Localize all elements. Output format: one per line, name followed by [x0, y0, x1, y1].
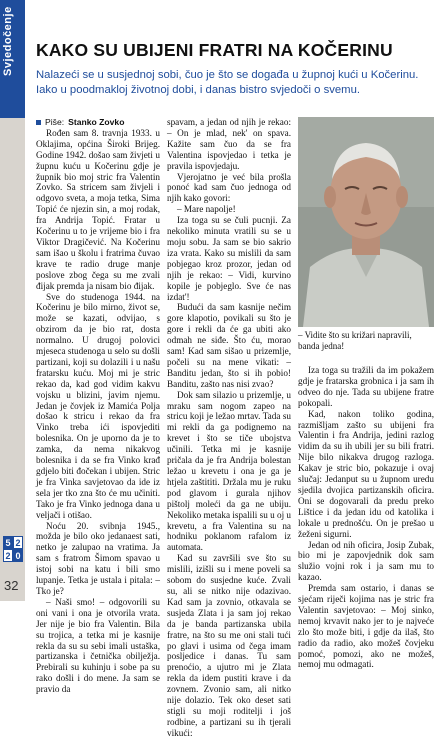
- text-column-3: [298, 365, 434, 670]
- paragraph: Dok sam silazio u prizemlje, u mraku sam nogom zapeo na stricu koji je ležao mrtav. Tada su mi rekli da ga podignemo na krevet i što se tiče ubojstva učinili. Tetka mi je kasnije pričala da je fra Andrija bolestan ležao u krevetu i ona je ga je htjela zaštititi. Držala mu je ruku pod glavom i gurala njihov pištolj moleći da ga ne ubiju. Nekoliko metaka ispalili su u oj u krevetu, a fra Valentina su na hodniku poklanom rafalom iz automata.: [167, 389, 292, 553]
- paragraph: Jedan od nih oficira, Josip Zubak, bio mi je zapovjednik dok sam služio vojni rok i ja sam mu to kazao.: [298, 539, 434, 583]
- section-tab: [0, 0, 25, 118]
- author-bullet-icon: [36, 120, 41, 125]
- portrait-illustration: [298, 117, 434, 327]
- paragraph: Rođen sam 8. travnja 1933. u Oklajima, općina Široki Brijeg. Godine 1942. došao sam živjeti u župnu kuću u Kočerinu gdje je župnik bio moj stric fra Valentin Zovko. Sa stricem sam živjeli i odgovo sveta, a moja tetka, Sima Topić će njezin sin, a moj rodak, fra Andrija Topić. Fratar u Kočerinu u to je vrijeme bio i fra Viktor Dragičević. Na Kočerinu sam išao u školu i fratrima čuvao krave te radio druge manje poslove zbog čega su me zvali đijak premda ja nisam bio đijak.: [36, 127, 160, 291]
- left-rail: [0, 0, 25, 601]
- paragraph: Iza toga su tražili da im pokažem gdje je fratarska grobnica i ja sam ih odveo do nje. Tada su ubijene fratre pokopali.: [298, 365, 434, 408]
- logo-digit: 2: [3, 549, 13, 562]
- text-column-2: [167, 117, 291, 739]
- paragraph: spavam, a jedan od njih je rekao: – On je mlad, nek' on spava. Kažite sam čuo da se fra Valentina ispovjedao i tetka je pravila ispovjedaju.: [167, 117, 291, 171]
- logo-digit: 2: [13, 536, 23, 549]
- text-column-1: [36, 117, 160, 695]
- photo-caption: – Vidite što su križari napravili, banda jedna!: [298, 330, 412, 351]
- article-title: KAKO SU UBIJENI FRATRI NA KOČERINU: [36, 40, 393, 60]
- paragraph: Budući da sam kasnije nečim gore klapotio, povikali su što je gore i rekli da će ga ubiti ako odmah ne siđe. Što ću, morao sam! Kad sam sišao u prizemlje, počeli su na mene vikati: – Banditu jedan, što si ih pobio! Banditu, zašto nas nisi zvao?: [167, 302, 291, 389]
- paragraph: Kad, nakon toliko godina, razmišljam zašto su ubijeni fra Valentin i fra Andrija, jedini razlog vidim da su ih ubili jer su bili fratri. Nije bilo nikakva drugog razloga. Kakav je stric bio, pokazuje i ovaj slučaj: Jedanput su u župnom uredu sjedila dvojica partizanskih oficira. Oni se dogovarali da predu preko Lištice i da jedan idu od katolika i lokale u prednošću. On je prešao u žeženi sigurni.: [298, 408, 434, 539]
- magazine-logo: [3, 536, 23, 562]
- page-number: 32: [4, 578, 19, 593]
- paragraph: Iza toga su se čuli pucnji. Za nekoliko minuta vratili su se u moju sobu. Ja sam se bio sakrio iza vrata. Kako su mislili da sam pobjegao kroz prozor, jedan od njih je rekao: – Vidi, kurvino kopile je pobjeglo. Sve će nas izdat'!: [167, 215, 291, 302]
- logo-digit: 0: [13, 549, 23, 562]
- paragraph: – Naši smo! – odgovorili su oni vani i ona je otvorila vrata. Jer nije je bio fra Valentin. Bila su trojica, a tetka mi je kasnije rekla da su su sebi imali ustaška, partizanska i četnička obilježja. Prebirali su kuhinju i sobe pa su rako došli i do mene. Ja sam se pravio da: [36, 596, 160, 695]
- paragraph: Vjerojatno je već bila prošla ponoć kad sam čuo jednoga od njih kako govori:: [167, 171, 291, 204]
- portrait-photo: [298, 117, 434, 327]
- paragraph: – Mare napolje!: [177, 204, 236, 215]
- paragraph: Noću 20. svibnja 1945., možda je bilo oko jedanaest sati, netko je zalupao na vratima. Ja sam s fratrom Šimom spavao u istoj sobi na katu i bili smo lupanje. Tetka je ustala i pitala: – Tko je?: [36, 520, 160, 596]
- paragraph: Sve do studenoga 1944. na Kočerinu je bilo mirno, život se, može se kazati, odvijao, s obzirom da je bio rat, dosta normalno. U drugoj polovici mjeseca studenoga u selo su došli partizani, koji su dolazili i u našu fratarsku kuću. Moj mi je stric rekao da, kad god vidim kakvu vojsku u blizini, javim njemu. Jedan je čovjek iz Mamića Polja došao k stricu i rekao da fra Vinko treba ići ispovjediti bolesnika. On je uporno da je to zamka, da nema nikakvog bolesnika i da se fra Vinko krađ gdjelo biti đočekan i ubijen. Stric je fra Vinka savjetovao da ide iz sela jer tko zna što će mu učiniti. Tako je fra Vinko jednoga dana u veljači i otišao.: [36, 291, 160, 520]
- article-lead: Nalazeći se u susjednoj sobi, čuo je što se događa u župnoj kući u Kočerinu. Iako u poodmakloj životnoj dobi, i danas bistro svjedoči o svemu.: [36, 69, 419, 96]
- paragraph: Kad su završili sve što su mislili, izišli su i mene poveli sa sobom do susjedne kuće. Zvali su, ali se nitko nije odazivao. Kad sam ja zovnio, otkavala se susjeda Zlata i ja sam joj rekao da je banda partizanska ubila fratre, na što su me oni stali tući po glavi i usima od čega imam posljedice i danas. Tu sam prenoćio, a ujutro mi je Zlata rekla da idem pustiti krave i da zovnem. Zvonio sam, ali nitko nije dolazio. Tek oko deset sati stigli su moji roditelji i još rodbine, a partizani su ih tjerali vikući:: [167, 553, 291, 738]
- logo-digit: 5: [3, 536, 13, 549]
- section-label: Svjedočenje: [2, 6, 14, 76]
- author-line: [36, 117, 160, 128]
- paragraph: Premda sam ostario, i danas se sjećam riječi kojima nas je stric fra Valentin savjetovao: – Moj sinko, nemoj krvavit nako jer to je najveće zlo što može biti, i gdje da ilaš, što radio da radio, ako možeš čovjeku pomoć, pomozi, ako ne možeš, nemoj mu odmagati.: [298, 583, 434, 670]
- author-name: Stanko Zovko: [68, 117, 125, 127]
- author-prefix: Piše:: [45, 117, 65, 127]
